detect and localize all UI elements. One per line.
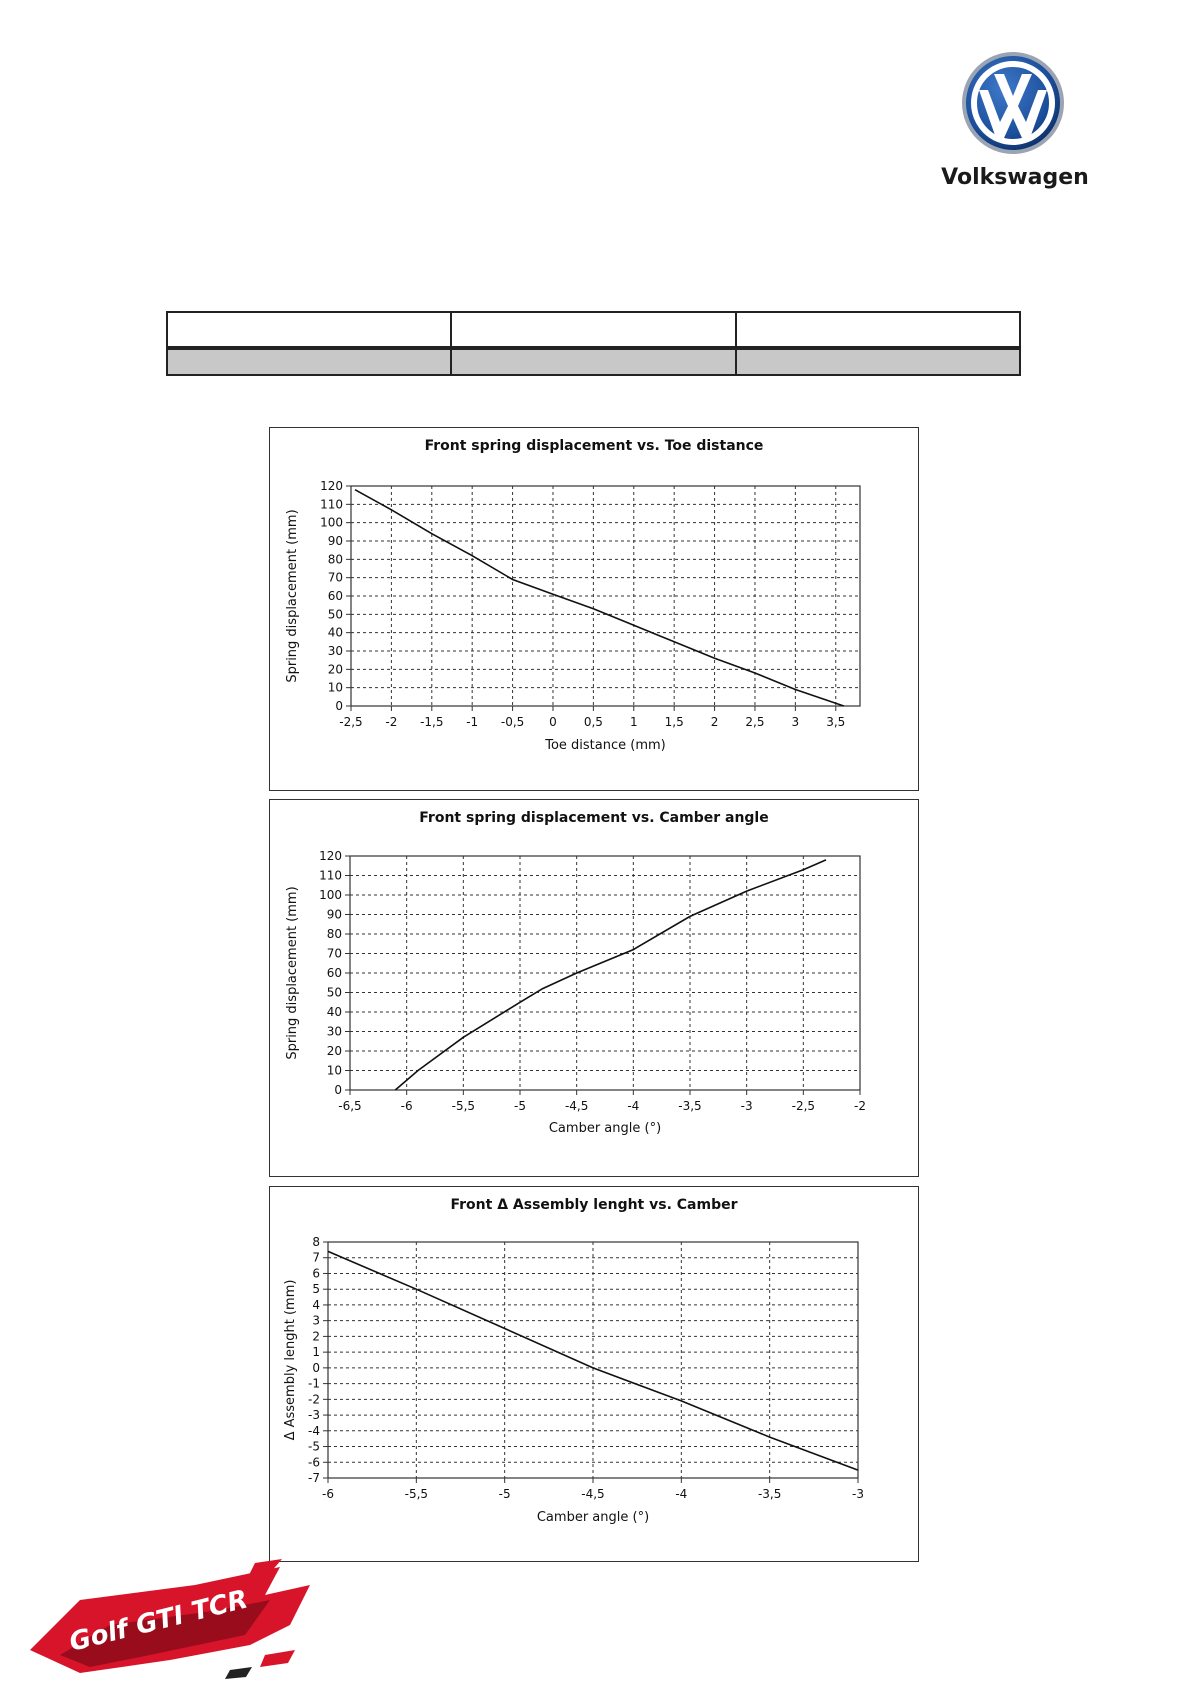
vw-logo-icon [960, 50, 1066, 156]
x-tick-label: -5,5 [404, 1487, 429, 1501]
brand-name: Volkswagen [941, 165, 1089, 190]
table-cell [451, 312, 735, 348]
table-cell [451, 348, 735, 375]
x-tick-label: -2,5 [339, 715, 363, 729]
chart-svg [270, 800, 918, 1176]
x-tick-label: -3,5 [678, 1099, 702, 1113]
y-tick-label: 110 [320, 497, 343, 512]
chart-toe-distance [269, 427, 919, 791]
y-tick-label: 40 [327, 625, 343, 640]
y-tick-label: -7 [308, 1471, 320, 1485]
x-tick-label: -5 [498, 1487, 511, 1501]
golf-gti-tcr-badge [20, 1555, 320, 1685]
y-tick-label: 110 [319, 868, 342, 883]
y-tick-label: 120 [319, 849, 342, 863]
y-tick-label: 20 [327, 662, 343, 677]
y-axis-label: Spring displacement (mm) [285, 509, 300, 683]
y-tick-label: 2 [312, 1329, 320, 1344]
x-tick-label: 3 [791, 715, 800, 729]
y-tick-label: -1 [308, 1376, 320, 1391]
y-tick-label: 90 [326, 907, 342, 922]
y-tick-label: 60 [326, 966, 342, 980]
x-tick-label: 0 [549, 715, 557, 729]
y-tick-label: 4 [312, 1297, 320, 1312]
y-tick-label: 7 [312, 1250, 320, 1265]
x-axis-label: Camber angle (°) [536, 1510, 650, 1525]
x-tick-label: -3 [740, 1099, 753, 1113]
y-tick-label: 80 [326, 927, 342, 941]
y-tick-label: 0 [334, 1083, 342, 1097]
x-tick-label: -0,5 [500, 715, 525, 729]
y-tick-label: 80 [327, 552, 343, 567]
y-tick-label: 10 [326, 1063, 342, 1078]
x-tick-label: -1 [466, 715, 479, 729]
x-tick-label: 2 [710, 715, 719, 729]
table-cell [167, 312, 451, 348]
chart-assembly-length [269, 1186, 919, 1562]
x-tick-label: -3,5 [757, 1487, 782, 1501]
y-tick-label: 1 [312, 1345, 320, 1360]
table-row [167, 348, 1020, 375]
chart-title: Front spring displacement vs. Toe distance [424, 438, 764, 454]
y-tick-label: 100 [320, 515, 343, 530]
y-tick-label: 30 [326, 1024, 342, 1039]
y-tick-label: 0 [312, 1360, 320, 1375]
x-tick-label: -6,5 [338, 1099, 362, 1113]
table-cell [167, 348, 451, 375]
y-tick-label: 50 [327, 607, 343, 622]
y-tick-label: 8 [312, 1235, 320, 1249]
y-tick-label: -6 [308, 1455, 320, 1470]
badge-text: Golf GTI TCR [66, 1584, 251, 1658]
x-tick-label: -4,5 [581, 1487, 605, 1501]
y-axis-label: Spring displacement (mm) [285, 886, 300, 1060]
y-tick-label: -2 [308, 1392, 320, 1407]
x-tick-label: -6 [322, 1487, 334, 1501]
x-tick-label: -2 [854, 1099, 866, 1113]
y-tick-label: 60 [327, 589, 343, 603]
x-tick-label: -5 [514, 1099, 526, 1113]
x-axis-label: Camber angle (°) [548, 1121, 662, 1136]
y-tick-label: 90 [327, 534, 343, 548]
x-tick-label: 2,5 [745, 715, 765, 729]
y-tick-label: 3 [312, 1313, 320, 1328]
chart-camber-angle [269, 799, 919, 1177]
y-tick-label: 120 [320, 479, 343, 493]
y-tick-label: 20 [326, 1044, 342, 1058]
y-tick-label: 70 [327, 570, 343, 585]
x-tick-label: 3,5 [826, 715, 846, 729]
y-tick-label: 0 [335, 699, 343, 713]
x-tick-label: 1,5 [664, 715, 684, 729]
x-axis-label: Toe distance (mm) [545, 738, 666, 753]
x-tick-label: 1 [629, 715, 638, 729]
x-tick-label: -1,5 [420, 715, 444, 729]
y-tick-label: 40 [326, 1005, 342, 1019]
y-tick-label: -3 [308, 1408, 320, 1423]
y-tick-label: 50 [326, 985, 342, 1000]
x-tick-label: -6 [400, 1099, 413, 1113]
y-tick-label: -4 [308, 1423, 320, 1438]
series-line [355, 490, 844, 706]
x-tick-label: -4 [675, 1487, 688, 1501]
x-tick-label: -4 [627, 1099, 640, 1113]
y-tick-label: 70 [326, 946, 342, 961]
chart-svg [270, 428, 918, 790]
x-tick-label: -3 [852, 1487, 864, 1501]
series-line [395, 860, 826, 1090]
y-tick-label: 100 [319, 888, 342, 902]
y-tick-label: 30 [327, 644, 343, 658]
chart-title: Front Δ Assembly lenght vs. Camber [450, 1197, 738, 1213]
table-row [167, 312, 1020, 348]
y-tick-label: -5 [308, 1439, 320, 1454]
y-tick-label: 5 [312, 1282, 320, 1297]
y-tick-label: 10 [327, 680, 343, 695]
x-tick-label: -4,5 [564, 1099, 589, 1113]
table-cell [736, 348, 1020, 375]
y-tick-label: 6 [312, 1266, 320, 1281]
x-tick-label: -2,5 [791, 1099, 816, 1113]
chart-svg [270, 1187, 918, 1561]
header-table [166, 311, 1021, 376]
x-tick-label: -2 [385, 715, 398, 729]
chart-title: Front spring displacement vs. Camber angle [419, 810, 769, 826]
y-axis-label: Δ Assembly lenght (mm) [283, 1279, 298, 1441]
x-tick-label: -5,5 [451, 1099, 476, 1113]
table-cell [736, 312, 1020, 348]
x-tick-label: 0,5 [583, 715, 603, 729]
